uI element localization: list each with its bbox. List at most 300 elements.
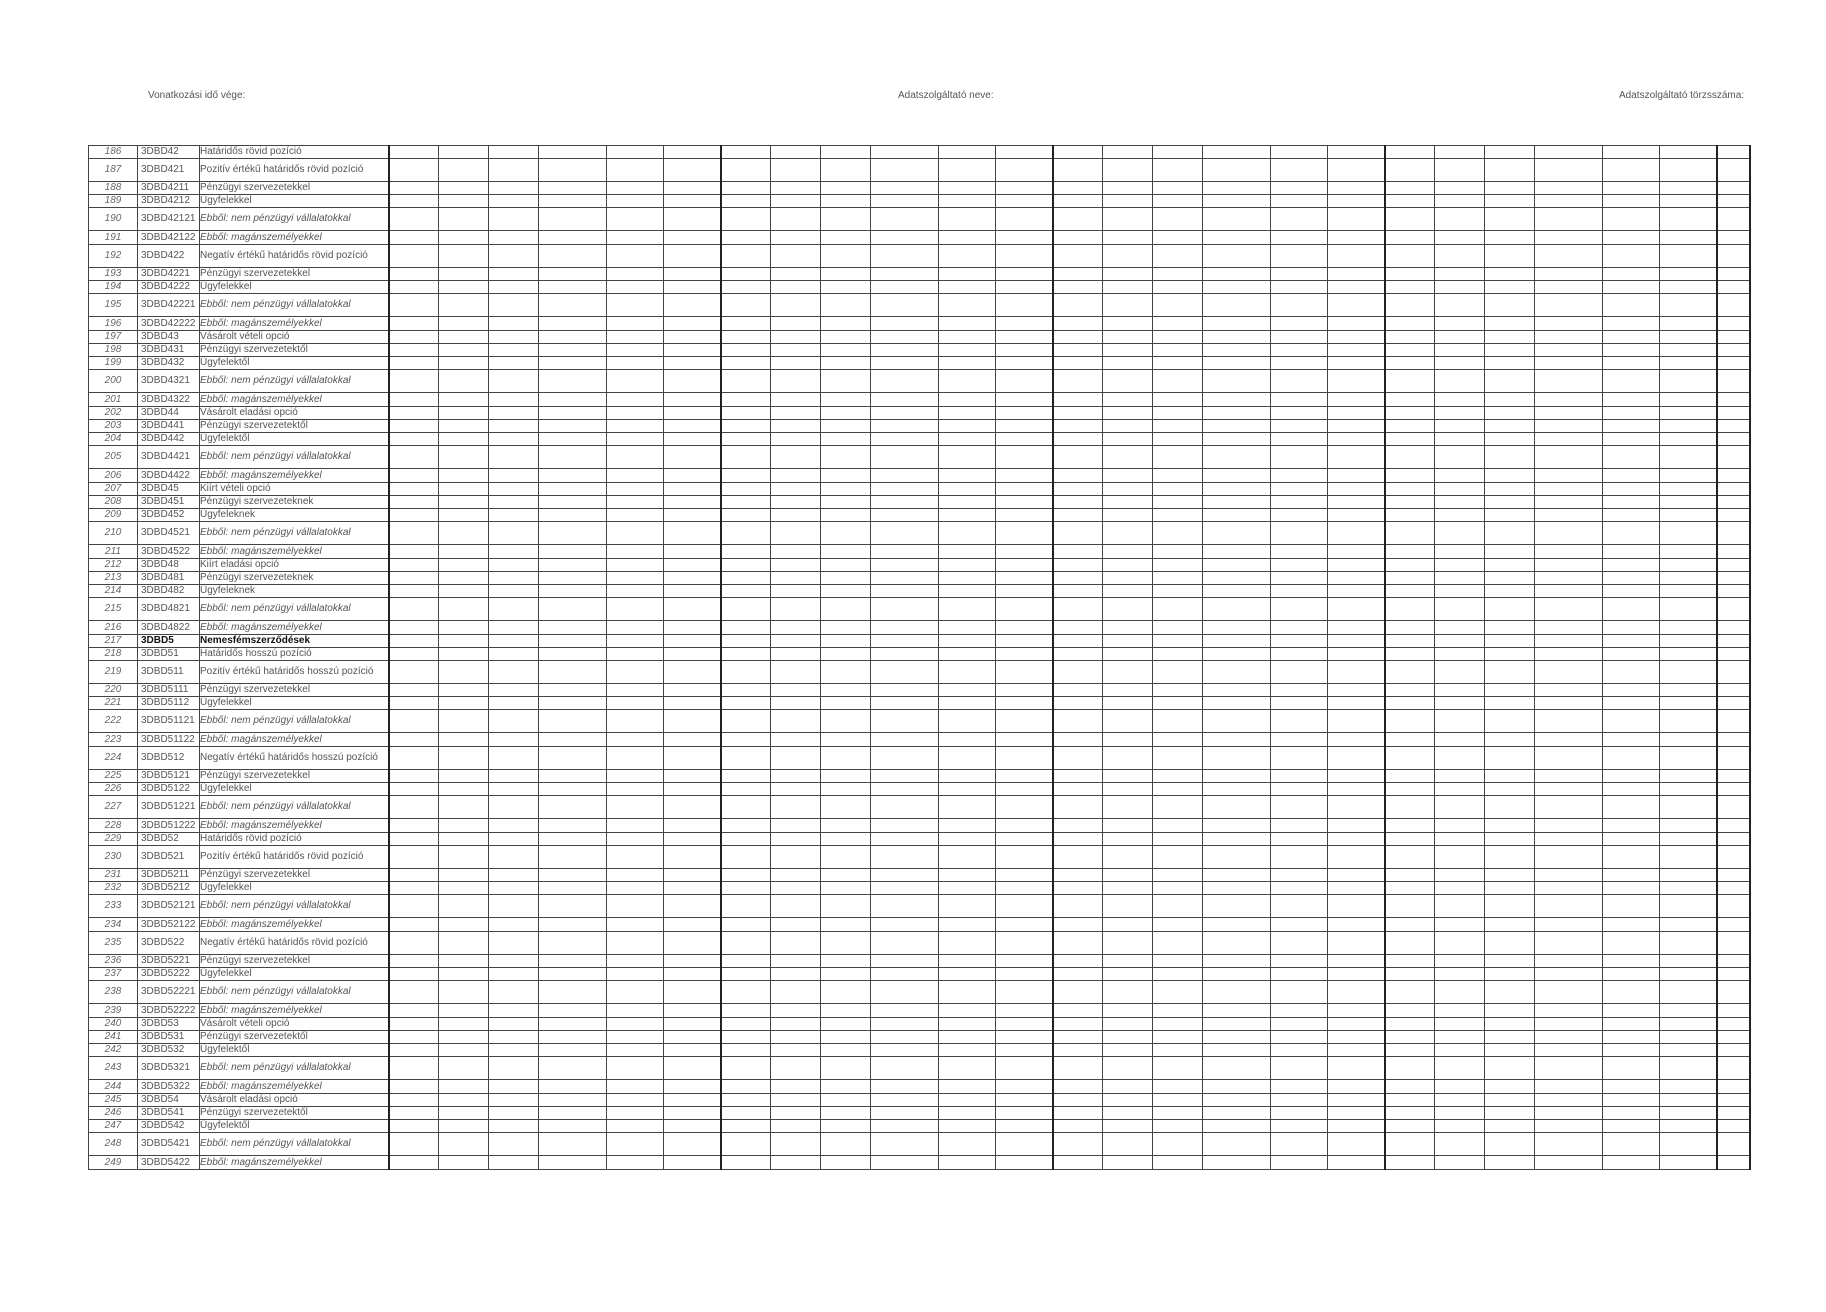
value-cell[interactable] <box>1153 393 1203 407</box>
value-cell[interactable] <box>721 433 771 446</box>
value-cell[interactable] <box>1603 208 1660 231</box>
value-cell[interactable] <box>771 393 821 407</box>
value-cell[interactable] <box>1103 469 1153 483</box>
value-cell[interactable] <box>489 281 539 294</box>
value-cell[interactable] <box>539 370 607 393</box>
value-cell[interactable] <box>1103 407 1153 420</box>
value-cell[interactable] <box>996 420 1053 433</box>
value-cell[interactable] <box>1103 446 1153 469</box>
value-cell[interactable] <box>1535 294 1603 317</box>
value-cell[interactable] <box>1328 783 1385 796</box>
value-cell[interactable] <box>939 932 996 955</box>
value-cell[interactable] <box>1328 407 1385 420</box>
value-cell[interactable] <box>439 433 489 446</box>
value-cell[interactable] <box>1485 585 1535 598</box>
value-cell[interactable] <box>721 918 771 932</box>
value-cell[interactable] <box>821 331 871 344</box>
value-cell[interactable] <box>1053 710 1103 733</box>
value-cell[interactable] <box>1153 496 1203 509</box>
value-cell[interactable] <box>1603 496 1660 509</box>
value-cell[interactable] <box>1103 1080 1153 1094</box>
value-cell[interactable] <box>389 146 439 159</box>
value-cell[interactable] <box>1717 294 1750 317</box>
value-cell[interactable] <box>1385 559 1435 572</box>
value-cell[interactable] <box>1535 846 1603 869</box>
value-cell[interactable] <box>721 407 771 420</box>
value-cell[interactable] <box>1535 635 1603 648</box>
value-cell[interactable] <box>771 446 821 469</box>
value-cell[interactable] <box>1153 281 1203 294</box>
value-cell[interactable] <box>996 572 1053 585</box>
value-cell[interactable] <box>1103 846 1153 869</box>
value-cell[interactable] <box>1385 648 1435 661</box>
value-cell[interactable] <box>1435 231 1485 245</box>
value-cell[interactable] <box>939 420 996 433</box>
value-cell[interactable] <box>821 182 871 195</box>
value-cell[interactable] <box>489 331 539 344</box>
value-cell[interactable] <box>439 496 489 509</box>
value-cell[interactable] <box>1271 545 1328 559</box>
value-cell[interactable] <box>1385 1080 1435 1094</box>
value-cell[interactable] <box>721 522 771 545</box>
value-cell[interactable] <box>1328 661 1385 684</box>
value-cell[interactable] <box>1053 1004 1103 1018</box>
value-cell[interactable] <box>1328 747 1385 770</box>
value-cell[interactable] <box>1717 1057 1750 1080</box>
value-cell[interactable] <box>489 1156 539 1170</box>
value-cell[interactable] <box>939 783 996 796</box>
value-cell[interactable] <box>664 195 721 208</box>
value-cell[interactable] <box>1053 370 1103 393</box>
value-cell[interactable] <box>1328 317 1385 331</box>
value-cell[interactable] <box>939 684 996 697</box>
value-cell[interactable] <box>1660 585 1717 598</box>
value-cell[interactable] <box>996 895 1053 918</box>
value-cell[interactable] <box>871 469 939 483</box>
value-cell[interactable] <box>721 393 771 407</box>
value-cell[interactable] <box>1435 1004 1485 1018</box>
value-cell[interactable] <box>389 420 439 433</box>
value-cell[interactable] <box>721 747 771 770</box>
value-cell[interactable] <box>771 522 821 545</box>
value-cell[interactable] <box>1535 496 1603 509</box>
value-cell[interactable] <box>821 159 871 182</box>
value-cell[interactable] <box>539 895 607 918</box>
value-cell[interactable] <box>1660 208 1717 231</box>
value-cell[interactable] <box>389 572 439 585</box>
value-cell[interactable] <box>539 770 607 783</box>
value-cell[interactable] <box>607 331 664 344</box>
value-cell[interactable] <box>1271 621 1328 635</box>
value-cell[interactable] <box>607 585 664 598</box>
value-cell[interactable] <box>1603 331 1660 344</box>
value-cell[interactable] <box>489 545 539 559</box>
value-cell[interactable] <box>1660 918 1717 932</box>
value-cell[interactable] <box>996 747 1053 770</box>
value-cell[interactable] <box>1435 846 1485 869</box>
value-cell[interactable] <box>1103 955 1153 968</box>
value-cell[interactable] <box>1435 918 1485 932</box>
value-cell[interactable] <box>1485 1156 1535 1170</box>
value-cell[interactable] <box>1271 882 1328 895</box>
value-cell[interactable] <box>607 882 664 895</box>
value-cell[interactable] <box>1485 882 1535 895</box>
value-cell[interactable] <box>1153 268 1203 281</box>
value-cell[interactable] <box>1153 869 1203 882</box>
value-cell[interactable] <box>439 585 489 598</box>
value-cell[interactable] <box>1435 833 1485 846</box>
value-cell[interactable] <box>439 747 489 770</box>
value-cell[interactable] <box>1603 1156 1660 1170</box>
value-cell[interactable] <box>1328 895 1385 918</box>
value-cell[interactable] <box>539 159 607 182</box>
value-cell[interactable] <box>1485 710 1535 733</box>
value-cell[interactable] <box>821 483 871 496</box>
value-cell[interactable] <box>996 317 1053 331</box>
value-cell[interactable] <box>1535 796 1603 819</box>
value-cell[interactable] <box>1660 146 1717 159</box>
value-cell[interactable] <box>1385 522 1435 545</box>
value-cell[interactable] <box>1660 684 1717 697</box>
value-cell[interactable] <box>871 819 939 833</box>
value-cell[interactable] <box>1153 317 1203 331</box>
value-cell[interactable] <box>1603 783 1660 796</box>
value-cell[interactable] <box>1603 182 1660 195</box>
value-cell[interactable] <box>1717 869 1750 882</box>
value-cell[interactable] <box>664 648 721 661</box>
value-cell[interactable] <box>996 268 1053 281</box>
value-cell[interactable] <box>1385 833 1435 846</box>
value-cell[interactable] <box>1660 710 1717 733</box>
value-cell[interactable] <box>1535 783 1603 796</box>
value-cell[interactable] <box>871 796 939 819</box>
value-cell[interactable] <box>996 648 1053 661</box>
value-cell[interactable] <box>1660 469 1717 483</box>
value-cell[interactable] <box>721 1031 771 1044</box>
value-cell[interactable] <box>1535 981 1603 1004</box>
value-cell[interactable] <box>1153 770 1203 783</box>
value-cell[interactable] <box>1660 357 1717 370</box>
value-cell[interactable] <box>539 433 607 446</box>
value-cell[interactable] <box>1535 317 1603 331</box>
value-cell[interactable] <box>539 710 607 733</box>
value-cell[interactable] <box>1328 833 1385 846</box>
value-cell[interactable] <box>489 635 539 648</box>
value-cell[interactable] <box>539 281 607 294</box>
value-cell[interactable] <box>871 1057 939 1080</box>
value-cell[interactable] <box>1053 796 1103 819</box>
value-cell[interactable] <box>539 869 607 882</box>
value-cell[interactable] <box>1053 1133 1103 1156</box>
value-cell[interactable] <box>1271 869 1328 882</box>
value-cell[interactable] <box>539 1057 607 1080</box>
value-cell[interactable] <box>539 819 607 833</box>
value-cell[interactable] <box>1053 146 1103 159</box>
value-cell[interactable] <box>389 245 439 268</box>
value-cell[interactable] <box>1153 294 1203 317</box>
value-cell[interactable] <box>721 370 771 393</box>
value-cell[interactable] <box>1203 981 1271 1004</box>
value-cell[interactable] <box>871 684 939 697</box>
value-cell[interactable] <box>821 598 871 621</box>
value-cell[interactable] <box>389 1094 439 1107</box>
value-cell[interactable] <box>821 1044 871 1057</box>
value-cell[interactable] <box>389 446 439 469</box>
value-cell[interactable] <box>1603 1057 1660 1080</box>
value-cell[interactable] <box>1053 268 1103 281</box>
value-cell[interactable] <box>1385 281 1435 294</box>
value-cell[interactable] <box>1203 598 1271 621</box>
value-cell[interactable] <box>1603 621 1660 635</box>
value-cell[interactable] <box>1271 1107 1328 1120</box>
value-cell[interactable] <box>389 918 439 932</box>
value-cell[interactable] <box>771 469 821 483</box>
value-cell[interactable] <box>607 294 664 317</box>
value-cell[interactable] <box>1485 697 1535 710</box>
value-cell[interactable] <box>664 869 721 882</box>
value-cell[interactable] <box>1271 796 1328 819</box>
value-cell[interactable] <box>664 1107 721 1120</box>
value-cell[interactable] <box>1385 1018 1435 1031</box>
value-cell[interactable] <box>1328 1057 1385 1080</box>
value-cell[interactable] <box>489 1120 539 1133</box>
value-cell[interactable] <box>721 1120 771 1133</box>
value-cell[interactable] <box>389 1004 439 1018</box>
value-cell[interactable] <box>1485 869 1535 882</box>
value-cell[interactable] <box>1435 572 1485 585</box>
value-cell[interactable] <box>996 483 1053 496</box>
value-cell[interactable] <box>871 955 939 968</box>
value-cell[interactable] <box>871 294 939 317</box>
value-cell[interactable] <box>1328 545 1385 559</box>
value-cell[interactable] <box>664 393 721 407</box>
value-cell[interactable] <box>489 833 539 846</box>
value-cell[interactable] <box>607 370 664 393</box>
value-cell[interactable] <box>1271 733 1328 747</box>
value-cell[interactable] <box>1603 231 1660 245</box>
value-cell[interactable] <box>996 733 1053 747</box>
value-cell[interactable] <box>1717 317 1750 331</box>
value-cell[interactable] <box>1717 496 1750 509</box>
value-cell[interactable] <box>1435 1094 1485 1107</box>
value-cell[interactable] <box>771 545 821 559</box>
value-cell[interactable] <box>1271 1133 1328 1156</box>
value-cell[interactable] <box>1660 1133 1717 1156</box>
value-cell[interactable] <box>1385 1004 1435 1018</box>
value-cell[interactable] <box>1203 869 1271 882</box>
value-cell[interactable] <box>1053 833 1103 846</box>
value-cell[interactable] <box>664 446 721 469</box>
value-cell[interactable] <box>1203 918 1271 932</box>
value-cell[interactable] <box>1053 344 1103 357</box>
value-cell[interactable] <box>821 833 871 846</box>
value-cell[interactable] <box>1153 796 1203 819</box>
value-cell[interactable] <box>1153 710 1203 733</box>
value-cell[interactable] <box>1203 932 1271 955</box>
value-cell[interactable] <box>389 317 439 331</box>
value-cell[interactable] <box>1053 331 1103 344</box>
value-cell[interactable] <box>439 796 489 819</box>
value-cell[interactable] <box>1717 747 1750 770</box>
value-cell[interactable] <box>1053 407 1103 420</box>
value-cell[interactable] <box>1203 146 1271 159</box>
value-cell[interactable] <box>939 294 996 317</box>
value-cell[interactable] <box>1603 968 1660 981</box>
value-cell[interactable] <box>996 918 1053 932</box>
value-cell[interactable] <box>771 1120 821 1133</box>
value-cell[interactable] <box>771 585 821 598</box>
value-cell[interactable] <box>1203 294 1271 317</box>
value-cell[interactable] <box>1153 370 1203 393</box>
value-cell[interactable] <box>1153 981 1203 1004</box>
value-cell[interactable] <box>1485 981 1535 1004</box>
value-cell[interactable] <box>871 1080 939 1094</box>
value-cell[interactable] <box>1053 697 1103 710</box>
value-cell[interactable] <box>871 331 939 344</box>
value-cell[interactable] <box>664 344 721 357</box>
value-cell[interactable] <box>439 968 489 981</box>
value-cell[interactable] <box>607 932 664 955</box>
value-cell[interactable] <box>1153 882 1203 895</box>
value-cell[interactable] <box>439 684 489 697</box>
value-cell[interactable] <box>664 895 721 918</box>
value-cell[interactable] <box>771 1018 821 1031</box>
value-cell[interactable] <box>1385 932 1435 955</box>
value-cell[interactable] <box>439 710 489 733</box>
value-cell[interactable] <box>1203 420 1271 433</box>
value-cell[interactable] <box>1103 245 1153 268</box>
value-cell[interactable] <box>939 433 996 446</box>
value-cell[interactable] <box>1435 955 1485 968</box>
value-cell[interactable] <box>1660 559 1717 572</box>
value-cell[interactable] <box>1328 1080 1385 1094</box>
value-cell[interactable] <box>607 317 664 331</box>
value-cell[interactable] <box>1053 572 1103 585</box>
value-cell[interactable] <box>721 268 771 281</box>
value-cell[interactable] <box>1203 697 1271 710</box>
value-cell[interactable] <box>607 1057 664 1080</box>
value-cell[interactable] <box>539 231 607 245</box>
value-cell[interactable] <box>1435 317 1485 331</box>
value-cell[interactable] <box>721 1004 771 1018</box>
value-cell[interactable] <box>721 1094 771 1107</box>
value-cell[interactable] <box>389 869 439 882</box>
value-cell[interactable] <box>1660 317 1717 331</box>
value-cell[interactable] <box>1535 522 1603 545</box>
value-cell[interactable] <box>1603 483 1660 496</box>
value-cell[interactable] <box>539 1133 607 1156</box>
value-cell[interactable] <box>664 433 721 446</box>
value-cell[interactable] <box>1717 882 1750 895</box>
value-cell[interactable] <box>771 572 821 585</box>
value-cell[interactable] <box>871 446 939 469</box>
value-cell[interactable] <box>607 496 664 509</box>
value-cell[interactable] <box>771 1133 821 1156</box>
value-cell[interactable] <box>1660 572 1717 585</box>
value-cell[interactable] <box>939 770 996 783</box>
value-cell[interactable] <box>1271 747 1328 770</box>
value-cell[interactable] <box>664 509 721 522</box>
value-cell[interactable] <box>539 1094 607 1107</box>
value-cell[interactable] <box>1485 446 1535 469</box>
value-cell[interactable] <box>1328 1004 1385 1018</box>
value-cell[interactable] <box>1485 195 1535 208</box>
value-cell[interactable] <box>607 733 664 747</box>
value-cell[interactable] <box>1103 932 1153 955</box>
value-cell[interactable] <box>439 1031 489 1044</box>
value-cell[interactable] <box>1203 783 1271 796</box>
value-cell[interactable] <box>1153 648 1203 661</box>
value-cell[interactable] <box>1153 1044 1203 1057</box>
value-cell[interactable] <box>1660 231 1717 245</box>
value-cell[interactable] <box>1603 1133 1660 1156</box>
value-cell[interactable] <box>1328 208 1385 231</box>
value-cell[interactable] <box>1435 1044 1485 1057</box>
value-cell[interactable] <box>996 195 1053 208</box>
value-cell[interactable] <box>1717 833 1750 846</box>
value-cell[interactable] <box>439 770 489 783</box>
value-cell[interactable] <box>539 393 607 407</box>
value-cell[interactable] <box>607 1120 664 1133</box>
value-cell[interactable] <box>1535 182 1603 195</box>
value-cell[interactable] <box>439 1018 489 1031</box>
value-cell[interactable] <box>1153 331 1203 344</box>
value-cell[interactable] <box>939 747 996 770</box>
value-cell[interactable] <box>1103 208 1153 231</box>
value-cell[interactable] <box>996 846 1053 869</box>
value-cell[interactable] <box>439 895 489 918</box>
value-cell[interactable] <box>1103 420 1153 433</box>
value-cell[interactable] <box>1535 684 1603 697</box>
value-cell[interactable] <box>821 496 871 509</box>
value-cell[interactable] <box>1535 572 1603 585</box>
value-cell[interactable] <box>1103 710 1153 733</box>
value-cell[interactable] <box>439 621 489 635</box>
value-cell[interactable] <box>1153 344 1203 357</box>
value-cell[interactable] <box>1485 245 1535 268</box>
value-cell[interactable] <box>389 1120 439 1133</box>
value-cell[interactable] <box>389 621 439 635</box>
value-cell[interactable] <box>489 344 539 357</box>
value-cell[interactable] <box>1603 819 1660 833</box>
value-cell[interactable] <box>996 446 1053 469</box>
value-cell[interactable] <box>821 344 871 357</box>
value-cell[interactable] <box>1053 545 1103 559</box>
value-cell[interactable] <box>1103 1018 1153 1031</box>
value-cell[interactable] <box>1203 661 1271 684</box>
value-cell[interactable] <box>1328 846 1385 869</box>
value-cell[interactable] <box>996 357 1053 370</box>
value-cell[interactable] <box>871 357 939 370</box>
value-cell[interactable] <box>1660 1044 1717 1057</box>
value-cell[interactable] <box>996 1120 1053 1133</box>
value-cell[interactable] <box>996 833 1053 846</box>
value-cell[interactable] <box>1203 1080 1271 1094</box>
value-cell[interactable] <box>939 159 996 182</box>
value-cell[interactable] <box>389 684 439 697</box>
value-cell[interactable] <box>1153 231 1203 245</box>
value-cell[interactable] <box>489 1080 539 1094</box>
value-cell[interactable] <box>721 882 771 895</box>
value-cell[interactable] <box>1203 281 1271 294</box>
value-cell[interactable] <box>721 195 771 208</box>
value-cell[interactable] <box>1271 208 1328 231</box>
value-cell[interactable] <box>871 598 939 621</box>
value-cell[interactable] <box>939 1057 996 1080</box>
value-cell[interactable] <box>821 1057 871 1080</box>
value-cell[interactable] <box>389 509 439 522</box>
value-cell[interactable] <box>821 1094 871 1107</box>
